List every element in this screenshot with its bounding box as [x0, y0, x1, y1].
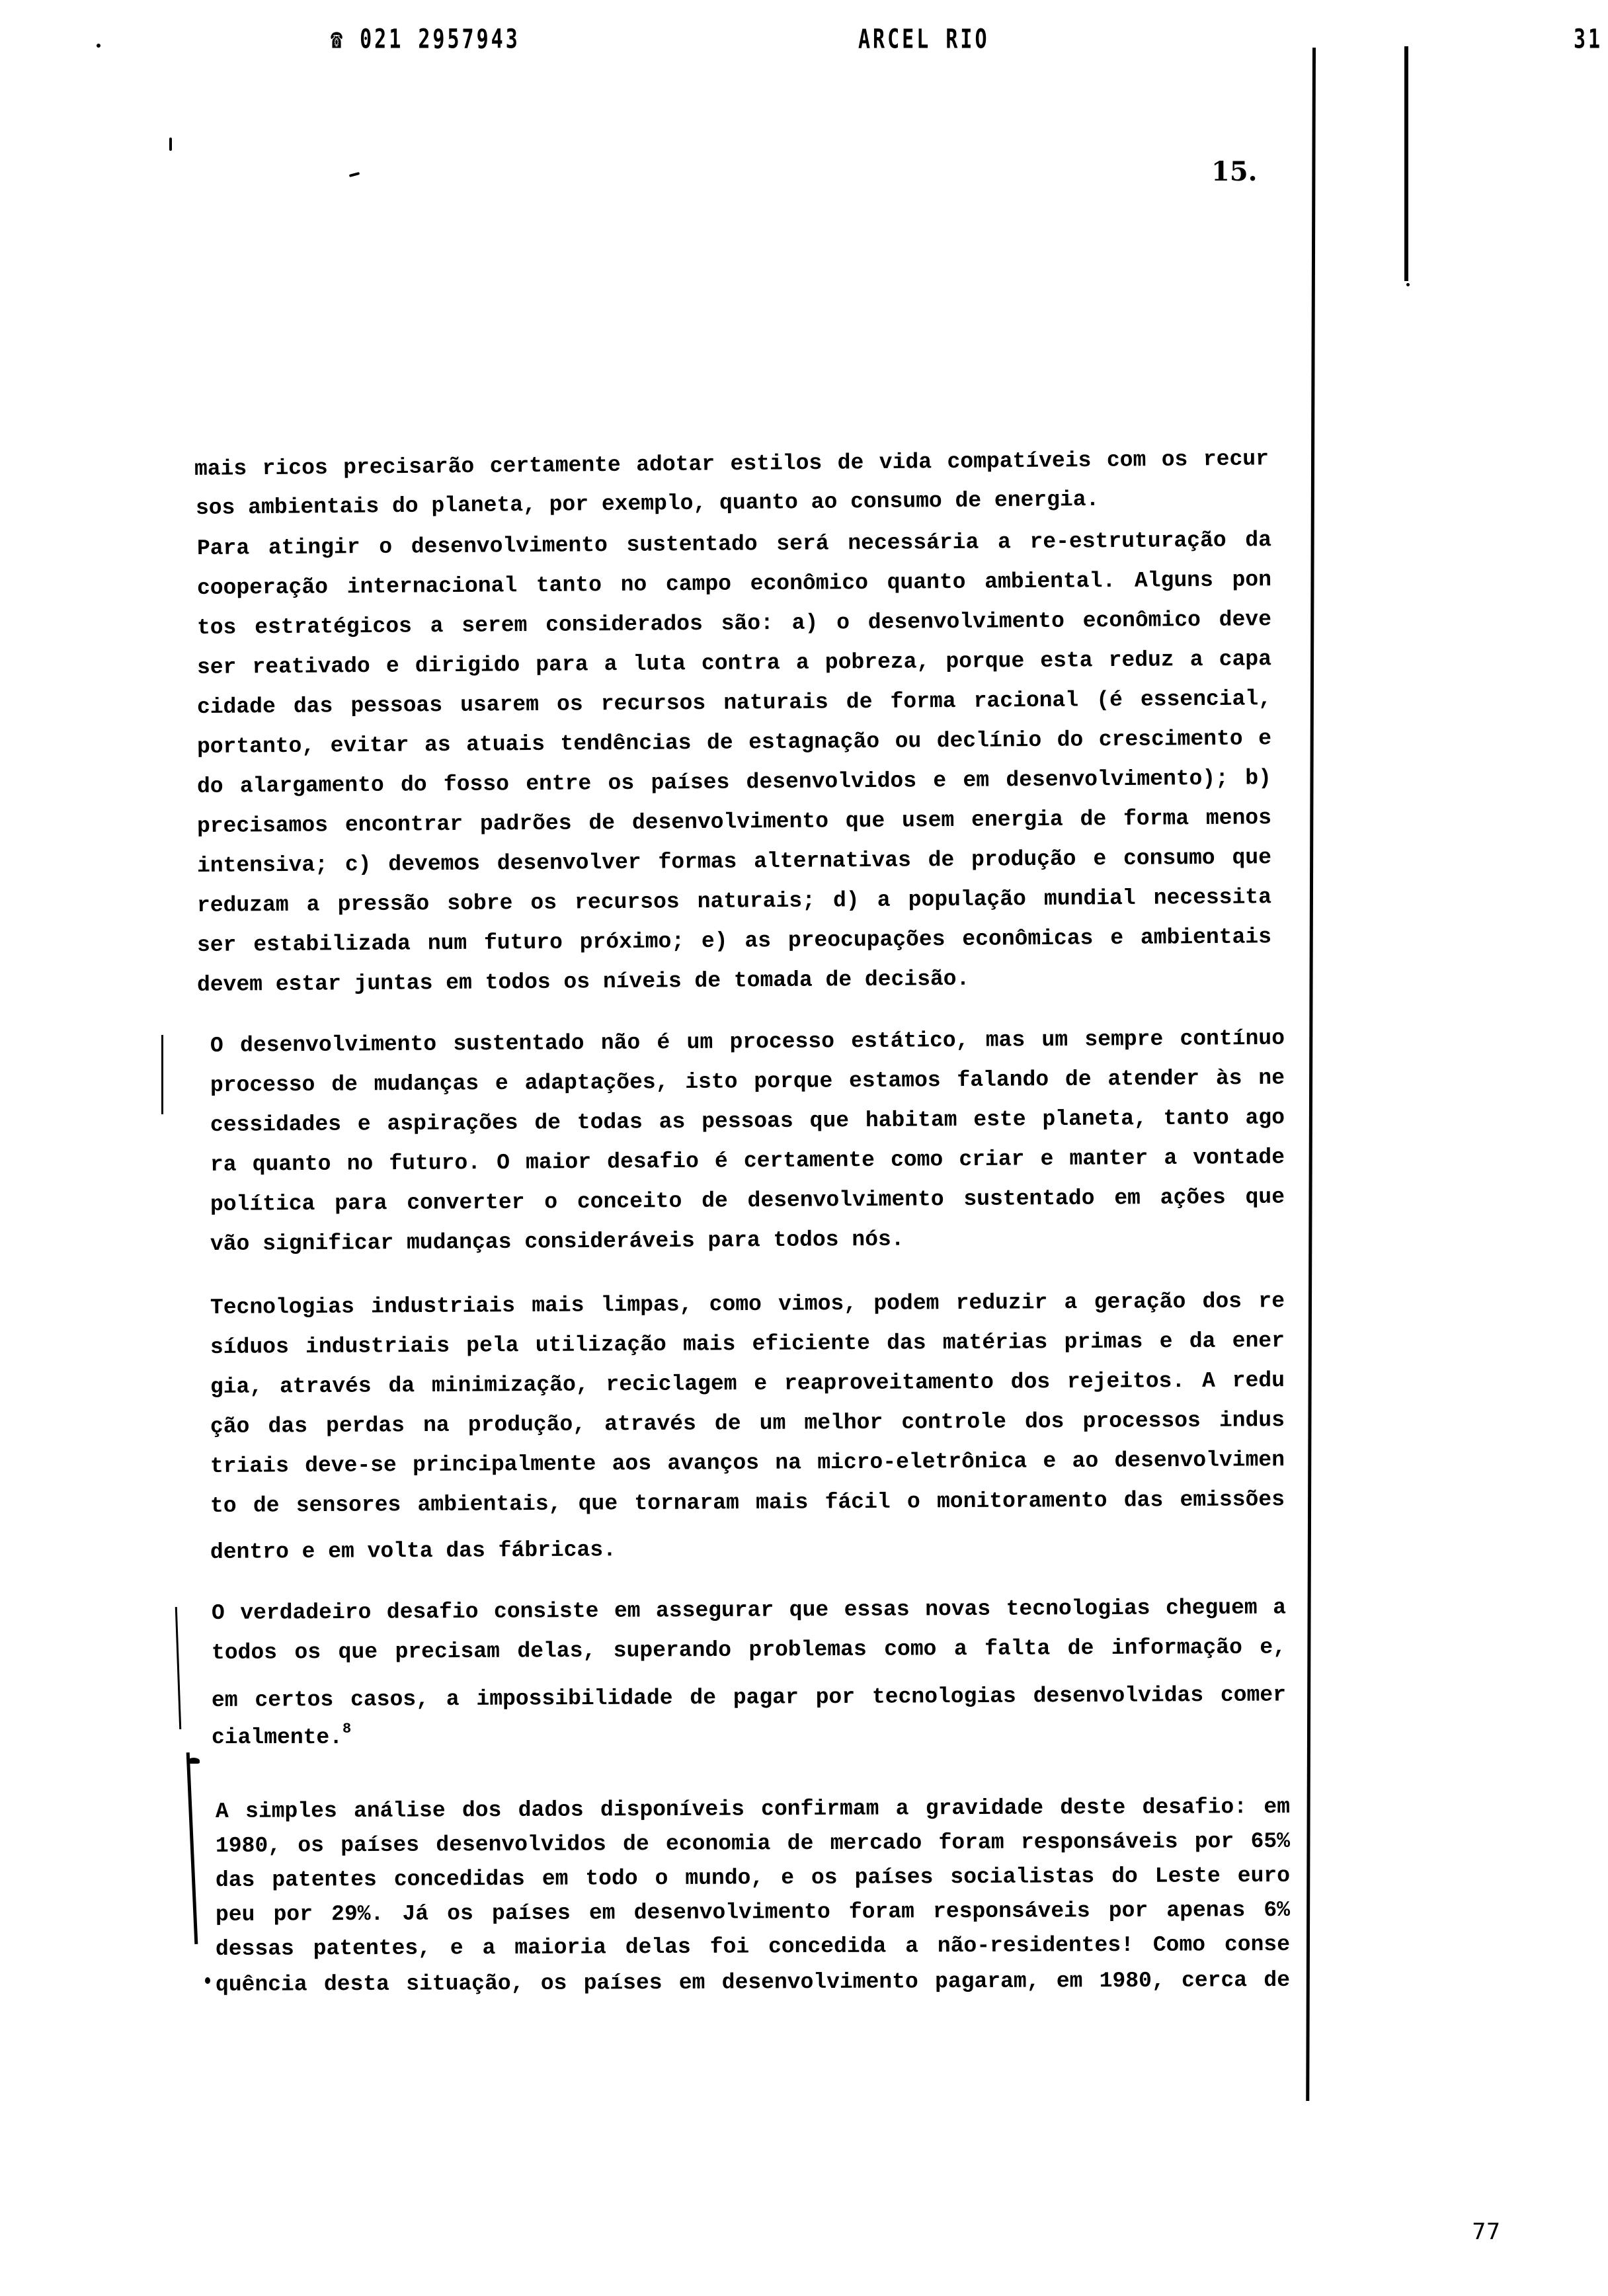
text-line: cessidades e aspirações de todas as pessoas que habitam este planeta, tanto ago	[210, 1105, 1285, 1137]
text-line: cooperação internacional tanto no campo econômico quanto ambiental. Alguns pon	[196, 567, 1272, 600]
margin-bracket	[161, 1035, 163, 1114]
margin-bracket	[186, 1752, 198, 1944]
text-line: das patentes concedidas em todo o mundo, e os países socialistas do Leste euro	[215, 1863, 1291, 1893]
text-line: processo de mudanças e adaptações, isto porque estamos falando de atender às ne	[210, 1065, 1285, 1098]
margin-bracket	[175, 1607, 181, 1729]
scan-speck	[349, 172, 360, 177]
footnote-reference: 8	[342, 1721, 352, 1737]
text-line: ra quanto no futuro. O maior desafio é certamente como criar e manter a vontade	[210, 1145, 1285, 1177]
text-line: O desenvolvimento sustentado não é um processo estático, mas um sempre contínuo	[210, 1026, 1285, 1058]
text-line: ser estabilizada num futuro próximo; e) as preocupações econômicas e ambientais	[196, 924, 1272, 958]
text-line: em certos casos, a impossibilidade de pagar por tecnologias desenvolvidas comer	[211, 1682, 1287, 1713]
fax-page-number: 31	[1574, 24, 1603, 56]
fax-phone-header	[331, 24, 520, 55]
text-line: triais deve-se principalmente aos avanços na micro-eletrônica e ao desenvolvimen	[210, 1448, 1285, 1479]
right-edge-rule	[1404, 46, 1408, 281]
text-line: cidade das pessoas usarem os recursos naturais de forma racional (é essencial,	[196, 686, 1272, 719]
text-line	[212, 1723, 351, 1752]
text-line: ser reativado e dirigido para a luta contra a pobreza, porque esta reduz a capa	[196, 647, 1272, 680]
text-line: dentro e em volta das fábricas.	[210, 1538, 617, 1565]
text-line: intensiva; c) devemos desenvolver formas alternativas de produção e consumo que	[196, 845, 1272, 878]
text-line: sos ambientais do planeta, por exemplo, quanto ao consumo de energia.	[195, 487, 1100, 520]
text-line: O verdadeiro desafio consiste em assegurar que essas novas tecnologias cheguem a	[211, 1595, 1287, 1625]
text-line: to de sensores ambientais, que tornaram mais fácil o monitoramento das emissões	[210, 1487, 1285, 1518]
text-line: gia, através da minimização, reciclagem e reaproveitamento dos rejeitos. A redu	[210, 1368, 1285, 1399]
text-line: vão significar mudanças consideráveis para todos nós.	[210, 1227, 904, 1256]
text-line: tos estratégicos a serem considerados são: a) o desenvolvimento econômico deve	[196, 607, 1272, 640]
scan-speck	[97, 44, 100, 48]
fax-sender: ARCEL RIO	[858, 24, 990, 56]
text-line: do alargamento do fosso entre os países desenvolvidos e em desenvolvimento); b)	[196, 766, 1272, 799]
text-line: todos os que precisam delas, superando problemas como a falta de informação e,	[211, 1635, 1287, 1665]
text-line: síduos industriais pela utilização mais eficiente das matérias primas e da ener	[210, 1329, 1285, 1360]
text-line: devem estar juntas em todos os níveis de tomada de decisão.	[196, 966, 970, 997]
text-line: política para converter o conceito de desenvolvimento sustentado em ações que	[210, 1184, 1285, 1217]
text-line-content: cialmente.	[212, 1725, 343, 1750]
text-line: Para atingir o desenvolvimento sustentado será necessária a re-estruturação da	[196, 528, 1272, 561]
text-line: dessas patentes, e a maioria delas foi concedida a não-residentes! Como conse	[215, 1932, 1291, 1961]
footer-page-number: 77	[1472, 2219, 1501, 2245]
telephone-icon: ☎	[331, 24, 346, 56]
fax-phone-number: 021 2957943	[360, 24, 520, 56]
text-line: quência desta situação, os países em desenvolvimento pagaram, em 1980, cerca de	[215, 1967, 1291, 1997]
text-line: precisamos encontrar padrões de desenvolvimento que usem energia de forma menos	[196, 805, 1272, 839]
document-page-number: 15.	[1211, 156, 1258, 187]
text-line: 1980, os países desenvolvidos de economia de mercado foram responsáveis por 65%	[215, 1828, 1291, 1858]
text-line: mais ricos precisarão certamente adotar estilos de vida compatíveis com os recur	[194, 446, 1269, 481]
text-line: Tecnologias industriais mais limpas, como vimos, podem reduzir a geração dos re	[210, 1289, 1285, 1320]
text-line: ção das perdas na produção, através de um melhor controle dos processos indus	[210, 1408, 1285, 1439]
right-margin-rule	[1306, 48, 1316, 2101]
text-line: A simples análise dos dados disponíveis confirmam a gravidade deste desafio: em	[215, 1794, 1291, 1824]
text-line: portanto, evitar as atuais tendências de estagnação ou declínio do crescimento e	[196, 726, 1272, 759]
margin-dot	[1406, 283, 1410, 286]
scan-speck	[169, 138, 172, 151]
text-line: reduzam a pressão sobre os recursos naturais; d) a população mundial necessita	[196, 885, 1272, 918]
margin-dot	[205, 1977, 210, 1984]
text-line: peu por 29%. Já os países em desenvolvimento foram responsáveis por apenas 6%	[215, 1897, 1291, 1927]
